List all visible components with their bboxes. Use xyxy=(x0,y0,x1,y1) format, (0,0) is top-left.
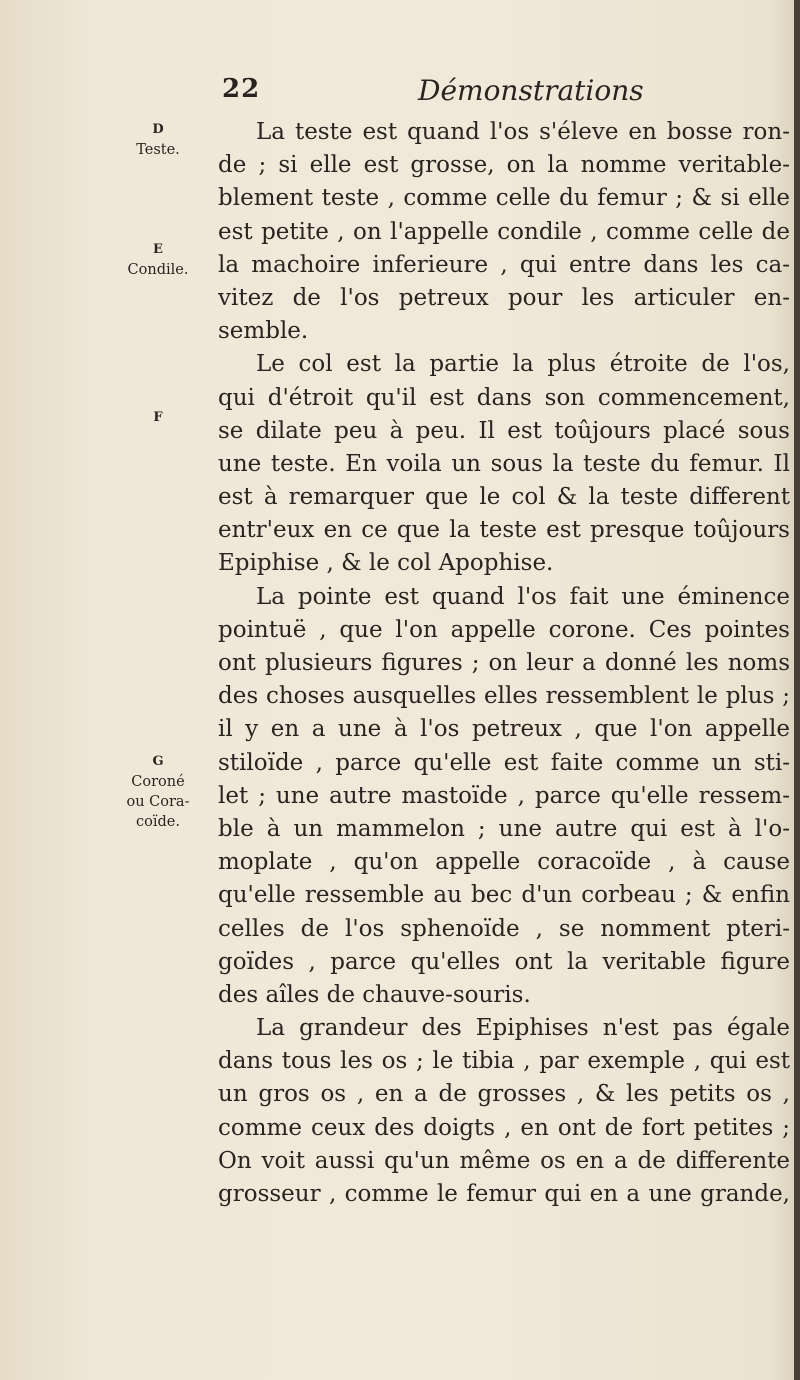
text-line: des aîles de chauve-souris. xyxy=(218,981,531,1008)
text-line: goïdes , parce qu'elles ont la veritable figure xyxy=(218,948,790,975)
page-number: 22 xyxy=(222,74,261,104)
text-line: se dilate peu à peu. Il est toûjours placé sous xyxy=(218,417,790,444)
text-line: de ; si elle est grosse, on la nomme veritable- xyxy=(218,152,790,179)
text-line: La teste est quand l'os s'éleve en bosse ron- xyxy=(256,119,790,145)
text-line: est petite , on l'appelle condile , comme celle de xyxy=(218,218,790,245)
margin-note-col xyxy=(108,408,208,428)
text-line: qu'elle ressemble au bec d'un corbeau ; & enfin xyxy=(218,882,790,909)
margin-note-teste xyxy=(108,120,208,160)
running-title: Démonstrations xyxy=(418,74,644,107)
page-header xyxy=(222,74,782,114)
margin-note-mark: G xyxy=(152,754,164,769)
text-line: vitez de l'os petreux pour les articuler en- xyxy=(218,284,790,311)
margin-note-term: coïde. xyxy=(136,814,180,830)
text-line: comme ceux des doigts , en ont de fort petites ; xyxy=(218,1114,790,1141)
margin-note-condile xyxy=(108,240,208,280)
text-line: des choses ausquelles elles ressemblent le plus ; xyxy=(218,683,790,710)
text-line: est à remarquer que le col & la teste different xyxy=(218,484,790,511)
text-line: une teste. En voila un sous la teste du femur. Il xyxy=(218,450,790,477)
margin-note-mark: D xyxy=(152,122,164,137)
text-line: semble. xyxy=(218,318,309,345)
page-edge-shadow xyxy=(794,0,800,1380)
margin-note-mark: E xyxy=(153,242,163,257)
margin-note-mark: F xyxy=(153,410,163,425)
text-line: La pointe est quand l'os fait une éminence xyxy=(256,583,790,610)
text-line: entr'eux en ce que la teste est presque toûjours xyxy=(218,517,790,544)
text-line: ont plusieurs figures ; on leur a donné les noms xyxy=(218,650,790,676)
margin-note-term: Teste. xyxy=(136,142,180,158)
text-line: stiloïde , parce qu'elle est faite comme un sti- xyxy=(218,749,790,776)
text-line: let ; une autre mastoïde , parce qu'elle ressem- xyxy=(218,782,790,809)
margin-note-term: Condile. xyxy=(127,262,189,278)
text-line: moplate , qu'on appelle coracoïde , à cause xyxy=(218,849,790,876)
text-line: grosseur , comme le femur qui en a une grande, xyxy=(218,1181,790,1207)
text-line: blement teste , comme celle du femur ; & si elle xyxy=(218,185,790,212)
body-text xyxy=(218,116,790,1211)
text-line: celles de l'os sphenoïde , se nomment pteri- xyxy=(218,915,790,942)
margin-note-term: ou Cora- xyxy=(126,794,190,810)
text-line: qui d'étroit qu'il est dans son commencement, xyxy=(218,384,790,411)
text-line: dans tous les os ; le tibia , par exemple , qui est xyxy=(218,1048,790,1075)
text-line: Epiphise , & le col Apophise. xyxy=(218,550,554,577)
text-line: Le col est la partie la plus étroite de l'os, xyxy=(256,351,790,378)
text-line: un gros os , en a de grosses , & les petits os , xyxy=(218,1081,790,1108)
text-line: la machoire inferieure , qui entre dans les ca- xyxy=(218,251,790,278)
text-line: il y en a une à l'os petreux , que l'on appelle xyxy=(218,716,790,743)
text-line: pointuë , que l'on appelle corone. Ces pointes xyxy=(218,616,790,643)
text-line: La grandeur des Epiphises n'est pas égale xyxy=(256,1015,790,1042)
margin-note-term: Coroné xyxy=(131,774,185,790)
margin-note-corone xyxy=(108,752,208,832)
text-line: On voit aussi qu'un même os en a de differente xyxy=(218,1147,790,1174)
text-line: ble à un mammelon ; une autre qui est à l'o- xyxy=(218,815,790,842)
